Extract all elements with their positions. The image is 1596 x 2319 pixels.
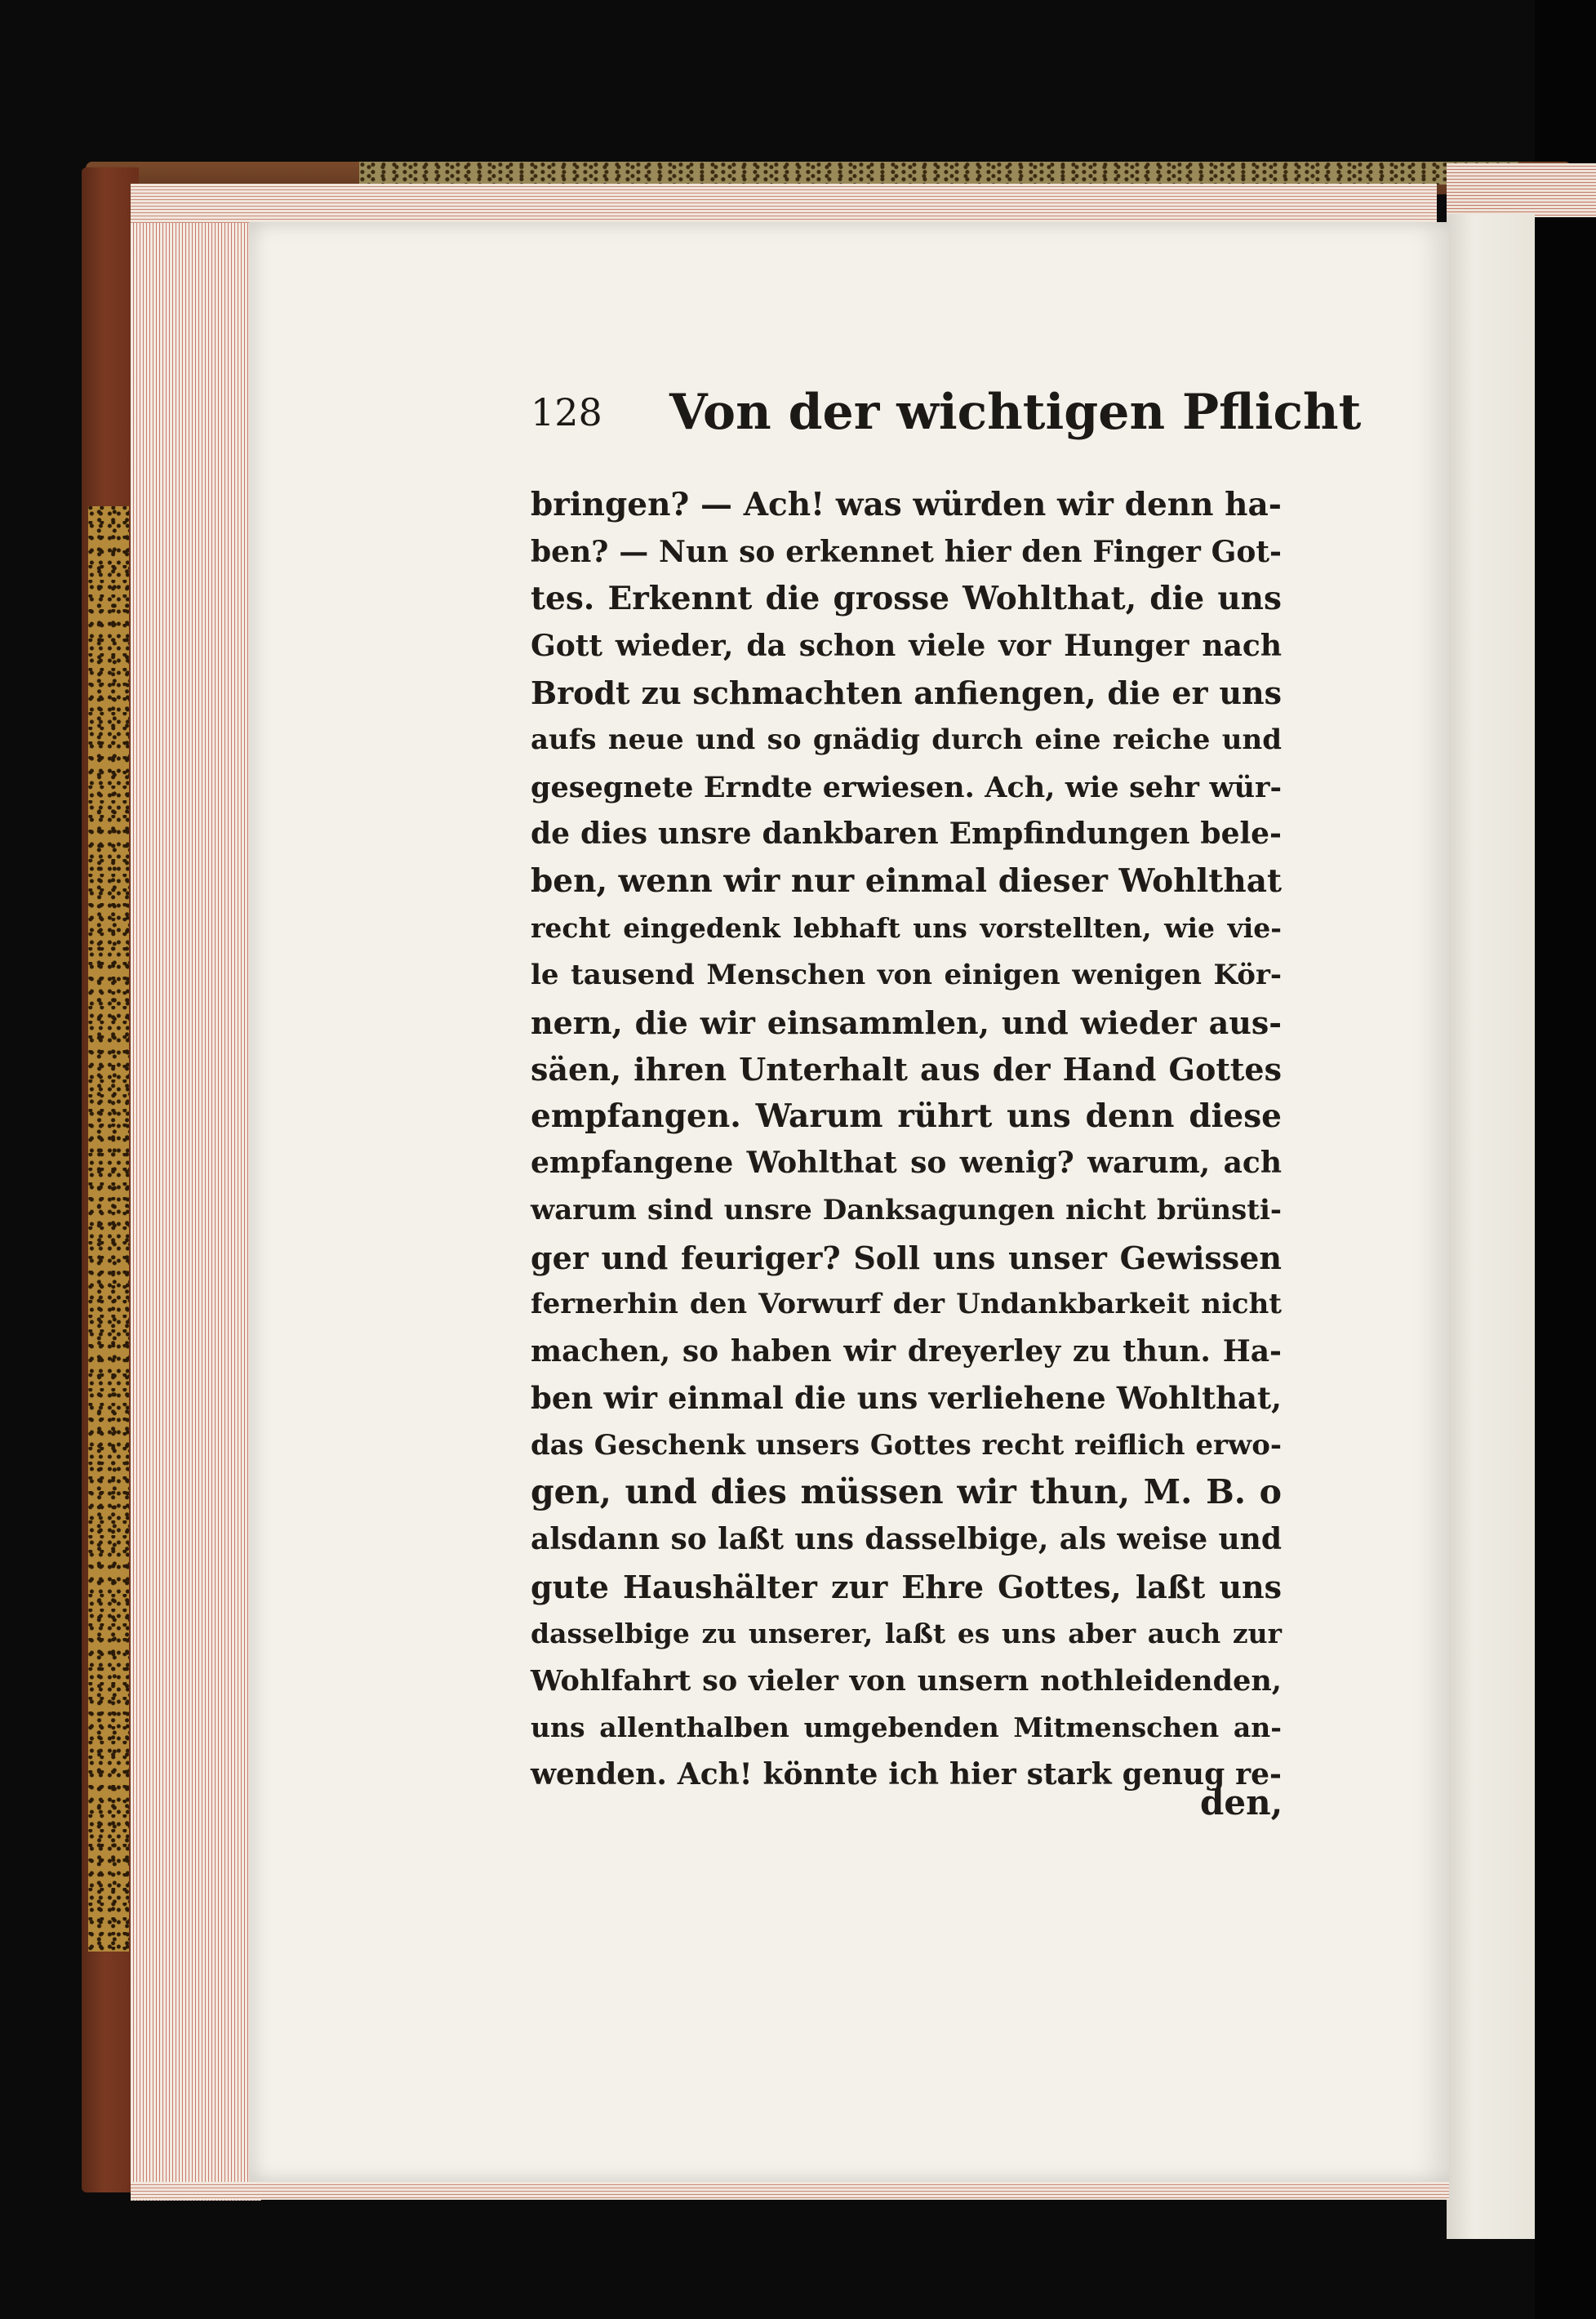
text-line: warum sind unsre Danksagungen nicht brünsti- <box>531 1193 1282 1226</box>
running-title: Von der wichtigen Pflicht <box>669 384 1362 441</box>
text-line: de dies unsre dankbaren Empfindungen bele- <box>531 817 1282 852</box>
text-line: tes. Erkennt die grosse Wohlthat, die uns <box>531 580 1282 618</box>
text-line: ben wir einmal die uns verliehene Wohlthat, <box>531 1380 1282 1417</box>
text-line: säen, ihren Unterhalt aus der Hand Gottes <box>531 1051 1282 1088</box>
page-block-top-edge <box>131 184 1437 223</box>
facing-page <box>1447 214 1535 2239</box>
text-line: empfangene Wohlthat so wenig? warum, ach <box>531 1146 1282 1181</box>
text-line: wenden. Ach! könnte ich hier stark genug re- <box>531 1757 1282 1792</box>
text-line: ger und feuriger? Soll uns unser Gewissen <box>531 1239 1282 1276</box>
text-line: gesegnete Erndte erwiesen. Ach, wie sehr wür- <box>531 770 1282 804</box>
text-line: Brodt zu schmachten anfiengen, die er uns <box>531 674 1282 712</box>
text-line: das Geschenk unsers Gottes recht reiflich erwo- <box>531 1428 1282 1462</box>
running-head <box>531 384 1362 449</box>
text-line: gute Haushälter zur Ehre Gottes, laßt uns <box>531 1568 1282 1605</box>
text-line: ben, wenn wir nur einmal dieser Wohlthat <box>531 861 1282 900</box>
background <box>1535 0 1596 2319</box>
text-line: dasselbige zu unserer, laßt es uns aber auch zur <box>531 1618 1282 1650</box>
text-line: ben? — Nun so erkennet hier den Finger Got- <box>531 534 1282 569</box>
page-block-bottom-edge <box>131 2182 1449 2200</box>
text-line: gen, und dies müssen wir thun, M. B. o <box>531 1472 1282 1512</box>
marbled-cover-edge <box>359 162 1518 185</box>
text-line: aufs neue und so gnädig durch eine reiche und <box>531 723 1282 756</box>
text-line: nern, die wir einsammlen, und wieder aus- <box>531 1004 1282 1041</box>
page-block-edge <box>131 184 261 2201</box>
text-line: Wohlfahrt so vieler von unsern nothleidenden, <box>531 1663 1282 1698</box>
page-number: 128 <box>531 390 602 434</box>
catchword: den, <box>1200 1783 1283 1823</box>
marbled-cover-side <box>88 506 129 1952</box>
text-line: le tausend Menschen von einigen wenigen Kör- <box>531 958 1282 991</box>
text-line: fernerhin den Vorwurf der Undankbarkeit nicht <box>531 1288 1282 1321</box>
text-line: alsdann so laßt uns dasselbige, als weise und <box>531 1522 1282 1557</box>
text-line: empfangen. Warum rührt uns denn diese <box>531 1097 1282 1135</box>
text-line: machen, so haben wir dreyerley zu thun. Ha- <box>531 1333 1282 1369</box>
text-line: uns allenthalben umgebenden Mitmenschen an- <box>531 1711 1282 1744</box>
text-line: Gott wieder, da schon viele vor Hunger nach <box>531 628 1282 663</box>
text-line: bringen? — Ach! was würden wir denn ha- <box>531 486 1282 523</box>
facing-page-top-edge <box>1447 163 1596 217</box>
body-text <box>531 482 1282 1799</box>
text-line: recht eingedenk lebhaft uns vorstellten, wie vie- <box>531 912 1282 945</box>
